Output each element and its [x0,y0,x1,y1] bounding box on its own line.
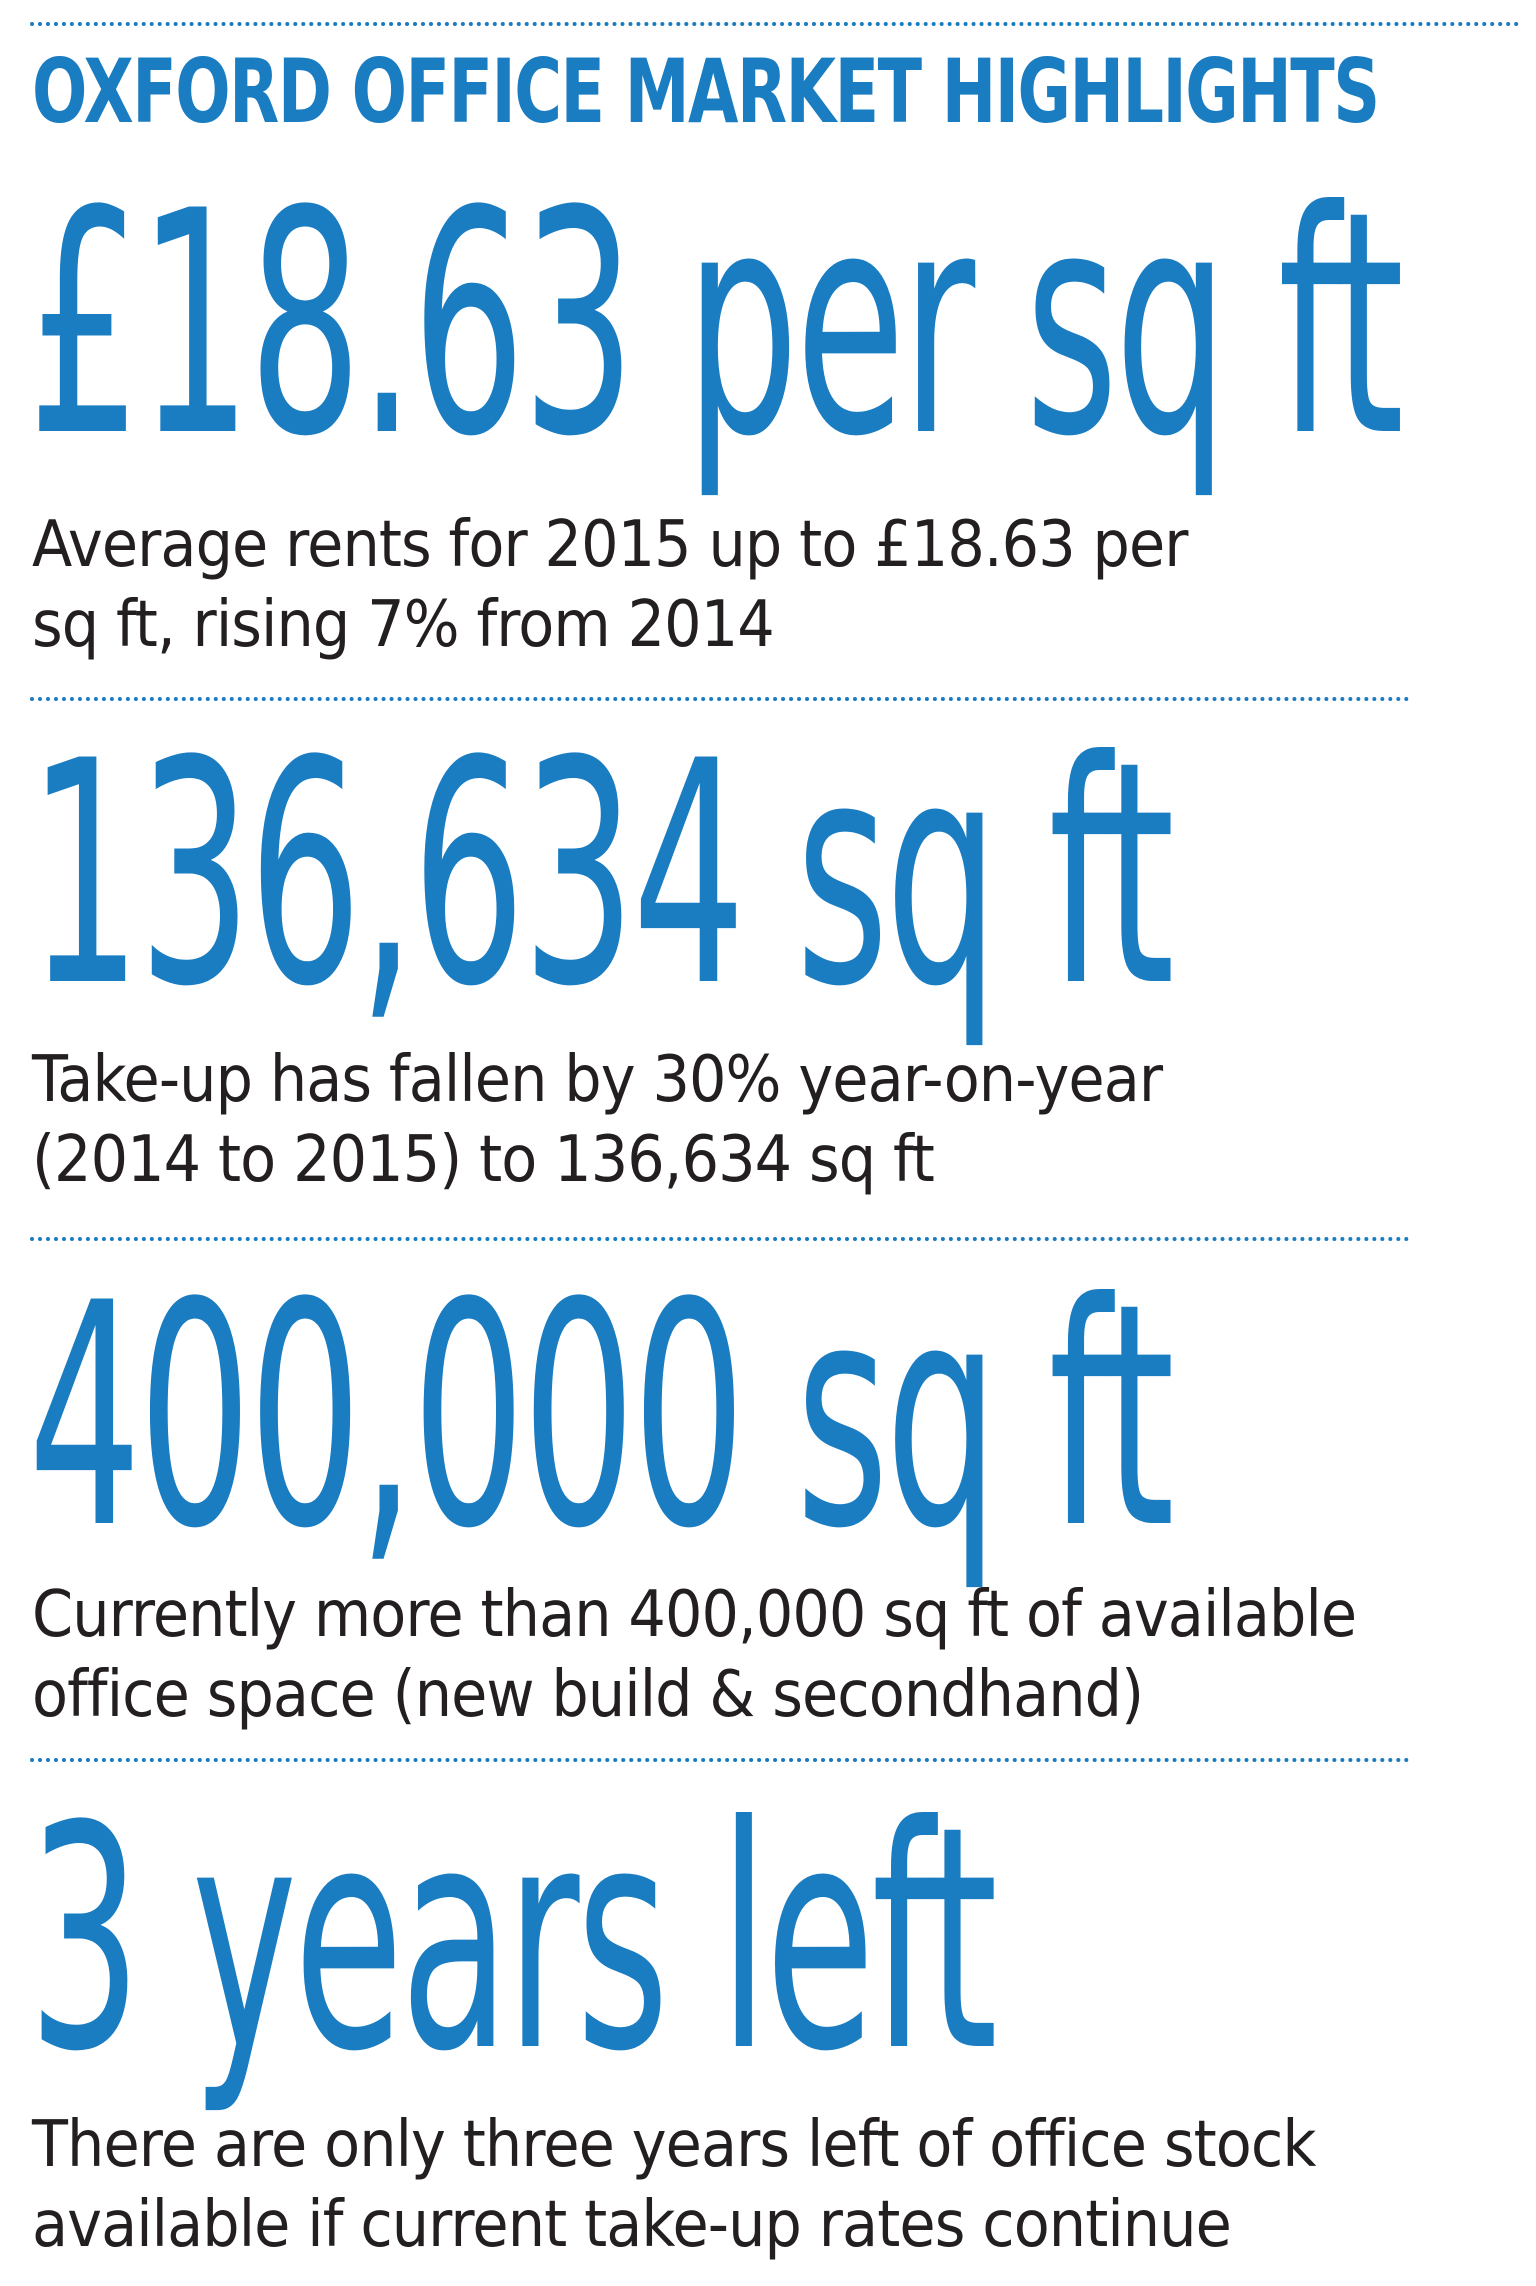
highlight-description-take-up [32,1040,1162,1200]
description-line: Currently more than 400,000 sq ft of available [32,1578,1357,1652]
highlight-figure-available-space: 400,000 sq ft [28,1237,1172,1596]
description-line: available if current take-up rates continue [32,2188,1231,2262]
description-line: (2014 to 2015) to 136,634 sq ft [32,1123,934,1197]
description-line: Average rents for 2015 up to £18.63 per [32,508,1188,582]
description-line: office space (new build & secondhand) [32,1658,1144,1732]
description-line: Take-up has fallen by 30% year-on-year [32,1043,1163,1117]
highlight-figure-average-rent: £18.63 per sq ft [28,145,1401,504]
top-divider [30,22,1520,26]
highlight-figure-years-left: 3 years left [28,1760,995,2119]
highlight-figure-take-up: 136,634 sq ft [28,695,1172,1054]
highlight-description-years-left [32,2105,1316,2265]
highlight-description-average-rent [32,505,1188,665]
page-title: OXFORD OFFICE MARKET HIGHLIGHTS [32,40,1379,143]
description-line: sq ft, rising 7% from 2014 [32,588,774,662]
highlight-description-available-space [32,1575,1356,1735]
description-line: There are only three years left of office stock [32,2108,1316,2182]
